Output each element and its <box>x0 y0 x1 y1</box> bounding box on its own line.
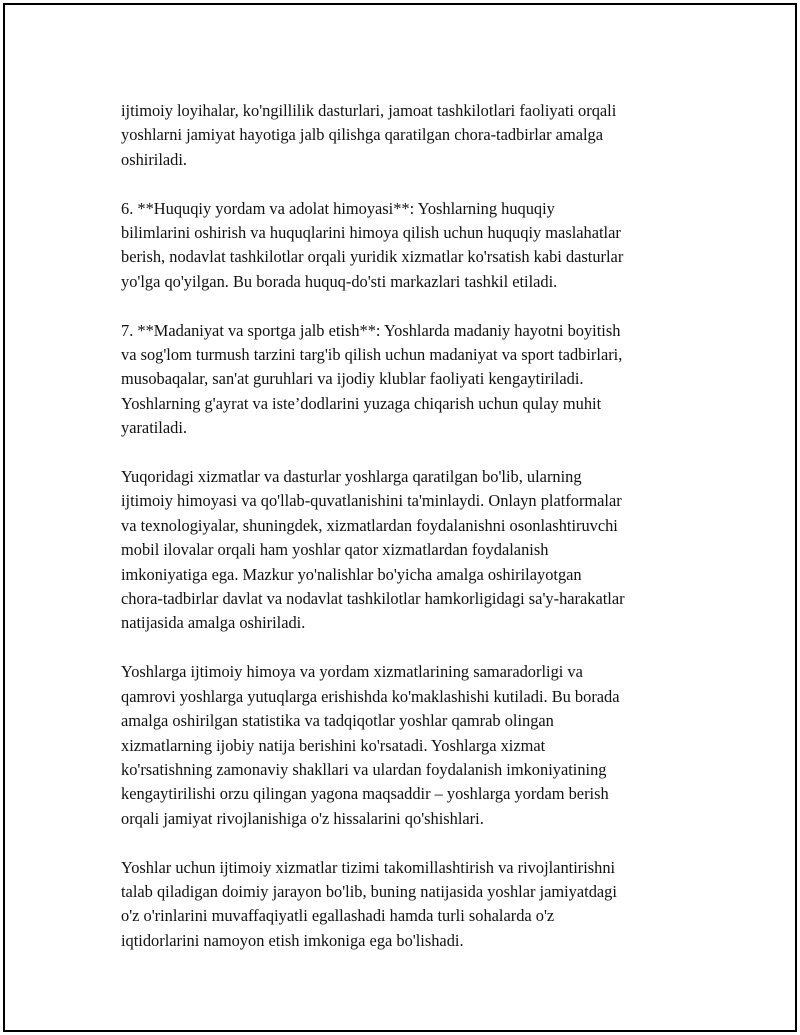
text-line: Yoshlarga ijtimoiy himoya va yordam xizmatlarining samaradorligi va <box>121 662 583 682</box>
paragraph-1 <box>121 99 693 172</box>
text-line: iqtidorlarini namoyon etish imkoniga ega bo'lishadi. <box>121 930 464 950</box>
text-line: Yoshlar uchun ijtimoiy xizmatlar tizimi takomillashtirish va rivojlantirishni <box>121 857 616 877</box>
text-line: amalga oshirilgan statistika va tadqiqotlar yoshlar qamrab olingan <box>121 711 554 731</box>
text-line: natijasida amalga oshiriladi. <box>121 613 306 633</box>
document-body <box>121 99 693 978</box>
paragraph-2 <box>121 197 693 295</box>
text-line: kengaytirilishi orzu qilingan yagona maqsaddir – yoshlarga yordam berish <box>121 784 609 804</box>
text-line: yoshlarni jamiyat hayotiga jalb qilishga qaratilgan chora-tadbirlar amalga <box>121 125 603 145</box>
text-line: berish, nodavlat tashkilotlar orqali yuridik xizmatlar ko'rsatish kabi dasturlar <box>121 247 624 267</box>
text-line: chora-tadbirlar davlat va nodavlat tashkilotlar hamkorligidagi sa'y-harakatlar <box>121 589 625 609</box>
text-line: xizmatlarning ijobiy natija berishini ko'rsatadi. Yoshlarga xizmat <box>121 735 546 755</box>
text-line: ko'rsatishning zamonaviy shakllari va ulardan foydalanish imkoniyatining <box>121 759 607 779</box>
text-line: oshiriladi. <box>121 149 188 169</box>
text-line: talab qiladigan doimiy jarayon bo'lib, buning natijasida yoshlar jamiyatdagi <box>121 881 617 901</box>
text-line: 7. **Madaniyat va sportga jalb etish**: Yoshlarda madaniy hayotni boyitish <box>121 320 621 340</box>
text-line: o'z o'rinlarini muvaffaqiyatli egallashadi hamda turli sohalarda o'z <box>121 906 555 926</box>
text-line: yo'lga qo'yilgan. Bu borada huquq-do'sti markazlari tashkil etiladi. <box>121 271 558 291</box>
paragraph-5 <box>121 660 693 831</box>
paragraph-4 <box>121 465 693 636</box>
text-line: 6. **Huquqiy yordam va adolat himoyasi**: Yoshlarning huquqiy <box>121 198 555 218</box>
text-line: ijtimoiy himoyasi va qo'llab-quvatlanishini ta'minlaydi. Onlayn platformalar <box>121 491 622 511</box>
text-line: Yoshlarning g'ayrat va iste’dodlarini yuzaga chiqarish uchun qulay muhit <box>121 393 602 413</box>
page-frame <box>3 3 797 1032</box>
text-line: imkoniyatiga ega. Mazkur yo'nalishlar bo'yicha amalga oshirilayotgan <box>121 564 582 584</box>
text-line: va sog'lom turmush tarzini targ'ib qilish uchun madaniyat va sport tadbirlari, <box>121 345 623 365</box>
text-line: orqali jamiyat rivojlanishiga o'z hissalarini qo'shishlari. <box>121 808 484 828</box>
text-line: va texnologiyalar, shuningdek, xizmatlardan foydalanishni osonlashtiruvchi <box>121 515 618 535</box>
text-line: mobil ilovalar orqali ham yoshlar qator xizmatlardan foydalanish <box>121 540 549 560</box>
text-line: qamrovi yoshlarga yutuqlarga erishishda ko'maklashishi kutiladi. Bu borada <box>121 686 620 706</box>
paragraph-6 <box>121 856 693 954</box>
text-line: ijtimoiy loyihalar, ko'ngillilik dasturlari, jamoat tashkilotlari faoliyati orqali <box>121 101 617 120</box>
text-line: bilimlarini oshirish va huquqlarini himoya qilish uchun huquqiy maslahatlar <box>121 223 621 243</box>
text-line: yaratiladi. <box>121 418 187 438</box>
text-line: Yuqoridagi xizmatlar va dasturlar yoshlarga qaratilgan bo'lib, ularning <box>121 467 582 487</box>
paragraph-3 <box>121 319 693 441</box>
text-line: musobaqalar, san'at guruhlari va ijodiy klublar faoliyati kengaytiriladi. <box>121 369 584 389</box>
